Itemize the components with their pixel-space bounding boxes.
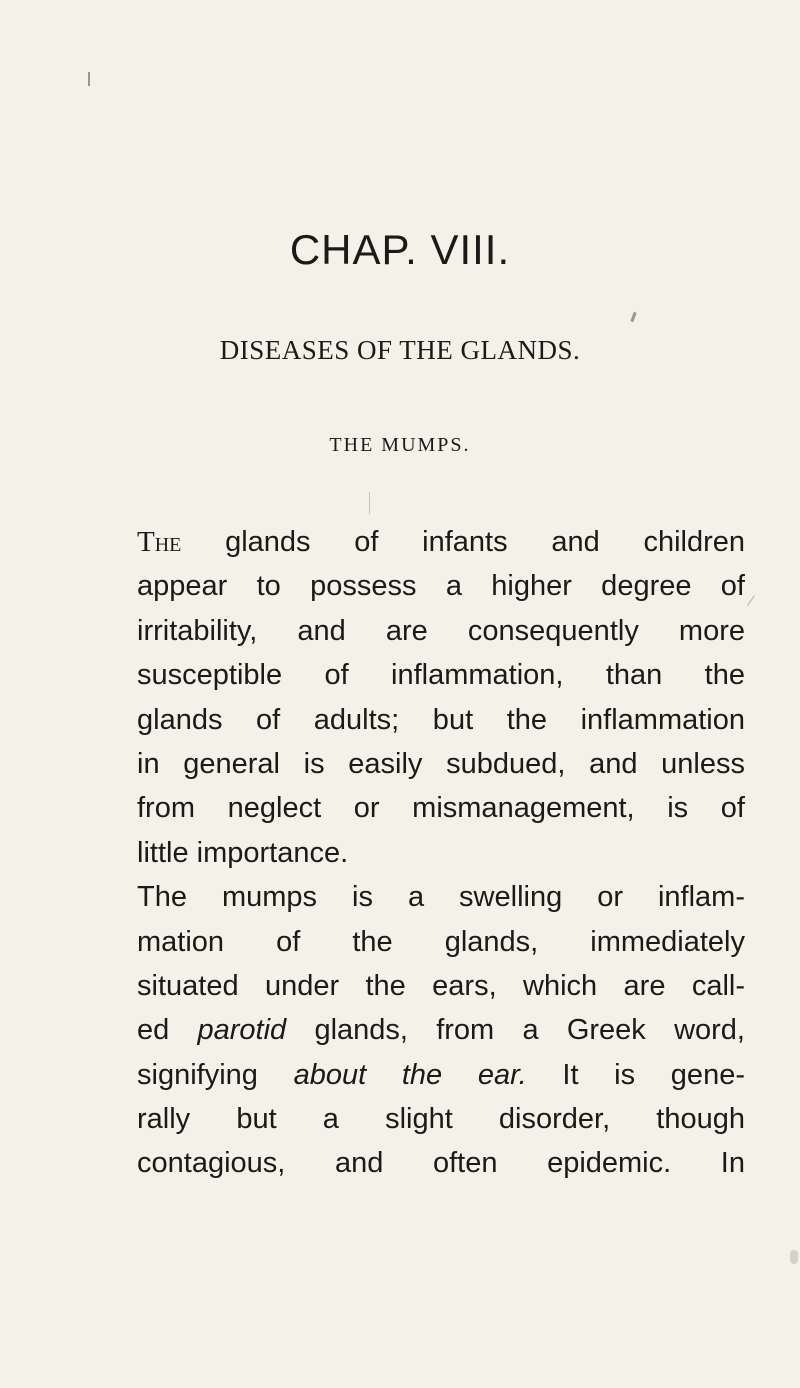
line-text: ed — [137, 1014, 198, 1047]
line-text: glands, from a Greek word, — [286, 1014, 745, 1047]
subsection-heading: THE MUMPS. — [329, 434, 471, 456]
chapter-title: CHAP. VIII. — [289, 226, 511, 273]
line-text: It is gene- — [526, 1058, 745, 1091]
text-line: from neglect or mismanagement, is of — [137, 792, 745, 825]
text-line: irritability, and are consequently more — [137, 614, 745, 647]
section-heading: DISEASES OF THE GLANDS. — [219, 335, 581, 365]
text-line — [137, 1053, 745, 1097]
text-line: little importance. — [137, 836, 349, 869]
scan-speck — [369, 492, 370, 514]
text-line: situated under the ears, which are call- — [137, 969, 745, 1002]
text-line: contagious, and often epidemic. In — [137, 1147, 745, 1180]
text-line: The mumps is a swelling or inflam- — [137, 881, 745, 914]
text-line: appear to possess a higher degree of — [137, 570, 745, 603]
italic-term: parotid — [197, 1014, 287, 1047]
italic-term: about the ear. — [293, 1058, 527, 1091]
text-line — [137, 520, 745, 564]
small-caps-word: The — [137, 526, 182, 558]
text-line — [137, 1008, 745, 1052]
text-line: rally but a slight disorder, though — [137, 1103, 745, 1136]
body-text — [137, 520, 745, 1186]
scan-speck — [88, 72, 90, 86]
scan-speck — [747, 595, 755, 605]
text-line: in general is easily subdued, and unless — [137, 747, 745, 780]
text-line: susceptible of inflammation, than the — [137, 659, 745, 692]
text-line: mation of the glands, immediately — [137, 925, 745, 958]
line-text: glands of infants and children — [181, 526, 745, 558]
scan-speck — [790, 1250, 798, 1264]
line-text: signifying — [137, 1058, 294, 1091]
scan-speck — [630, 312, 636, 322]
text-line: glands of adults; but the inflammation — [137, 703, 745, 736]
